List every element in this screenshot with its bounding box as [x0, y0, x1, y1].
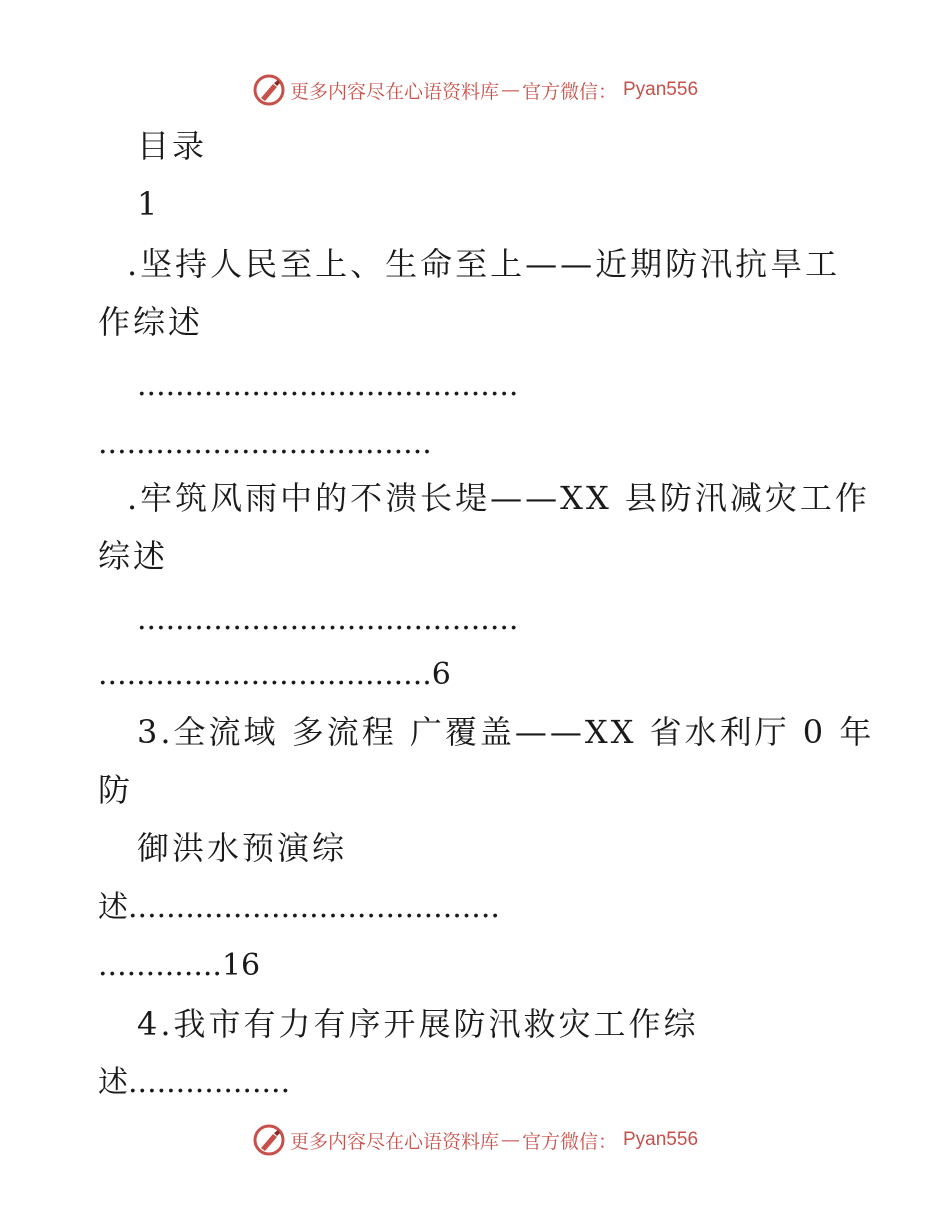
- toc-leader: ...................................: [98, 426, 432, 461]
- toc-entry-3-cont: 防: [98, 771, 134, 809]
- watermark-text: 更多内容尽在心语资料库: [289, 1130, 499, 1153]
- pen-logo-icon: [252, 1123, 286, 1157]
- toc-entry-4: 4.我市有力有序开展防汛救灾工作综: [137, 1005, 699, 1043]
- toc-line: 1: [137, 185, 161, 223]
- toc-entry-1-cont: 作综述: [98, 303, 204, 341]
- toc-leader: ........................................: [137, 602, 519, 637]
- toc-leader-page: .............16: [98, 948, 261, 983]
- toc-leader: 述.......................................: [98, 890, 500, 925]
- toc-entry-1: .坚持人民至上、生命至上——近期防汛抗旱工: [127, 245, 841, 283]
- watermark-account: Pyan556: [623, 79, 699, 100]
- bottom-watermark: [0, 1120, 950, 1160]
- top-watermark: [0, 70, 950, 110]
- toc-leader-page: ...................................6: [98, 657, 451, 692]
- toc-leader: ........................................: [137, 368, 519, 403]
- pen-logo-icon: [252, 73, 286, 107]
- watermark-separator: —: [500, 1129, 520, 1151]
- toc-entry-2: .牢筑风雨中的不溃长堤——XX 县防汛减灾工作: [127, 479, 870, 517]
- toc-leader: 述.................: [98, 1065, 291, 1100]
- toc-entry-3: 3.全流域 多流程 广覆盖——XX 省水利厅 0 年: [137, 713, 875, 751]
- watermark-separator: —: [500, 79, 520, 101]
- watermark-account: Pyan556: [623, 1129, 699, 1150]
- watermark-official: 官方微信：: [521, 80, 617, 103]
- toc-entry-2-cont: 综述: [98, 537, 169, 575]
- watermark-text: 更多内容尽在心语资料库: [289, 80, 499, 103]
- toc-entry-3-cont: 御洪水预演综: [137, 829, 348, 867]
- watermark-official: 官方微信：: [521, 1130, 617, 1153]
- toc-title: 目录: [137, 127, 208, 165]
